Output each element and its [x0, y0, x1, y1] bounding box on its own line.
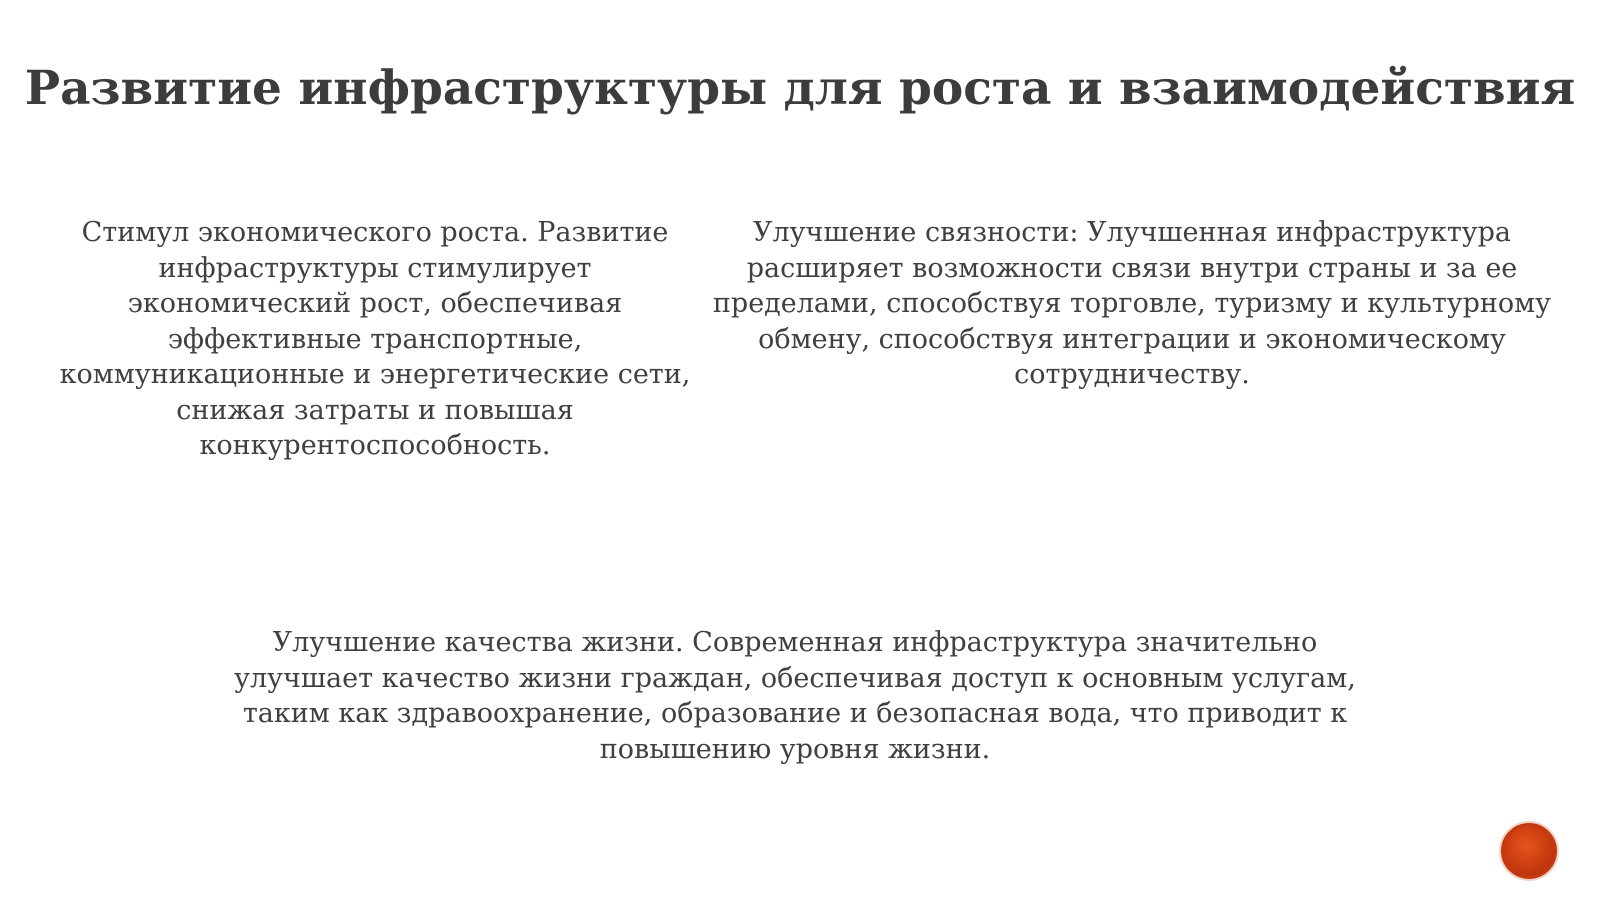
text-block-economic-growth: Стимул экономического роста. Развитие инфраструктуры стимулирует экономический рост, обеспечивая эффективные транспортные, коммуникационные и энергетические сети, снижая затраты и повышая конкурентоспособность. [59, 217, 691, 461]
text-block-quality-of-life: Улучшение качества жизни. Современная инфраструктура значительно улучшает качество жизни граждан, обеспечивая доступ к основным услугам, таким как здравоохранение, образование и безопасная вода, что приводит к повышению уровня жизни. [234, 627, 1356, 765]
next-slide-circle-icon[interactable] [1501, 823, 1557, 879]
text-block-connectivity: Улучшение связности: Улучшенная инфраструктура расширяет возможности связи внутри страны и за ее пределами, способствуя торговле, туризму и культурному обмену, способствуя интеграции и экономическому сотрудничеству. [712, 217, 1552, 390]
slide-title: Развитие инфраструктуры для роста и взаимодействия [24, 61, 1576, 116]
